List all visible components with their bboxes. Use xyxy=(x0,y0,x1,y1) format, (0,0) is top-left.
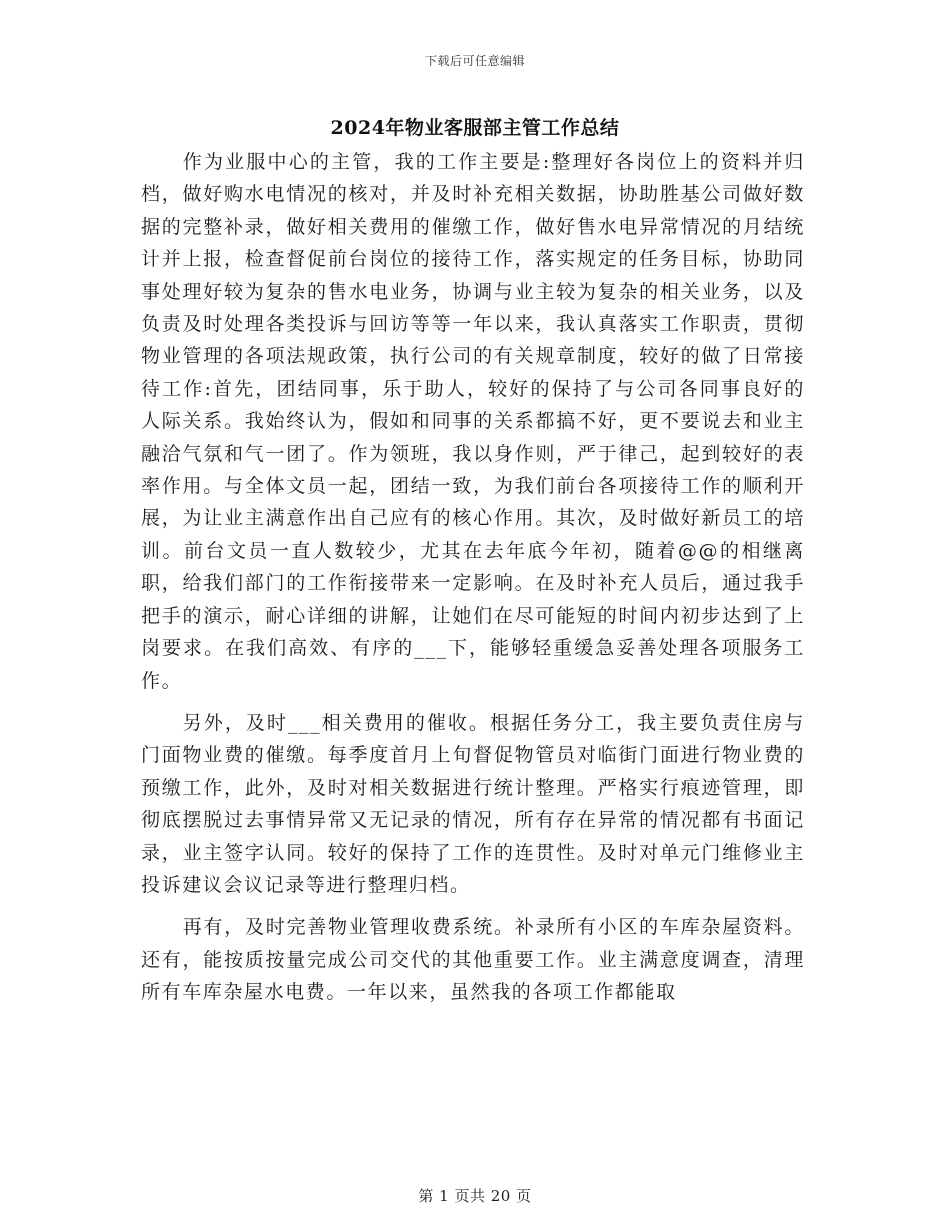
document-title: 2024年物业客服部主管工作总结 xyxy=(330,117,620,139)
paragraph: 作为业服中心的主管，我的工作主要是:整理好各岗位上的资料并归档，做好购水电情况的核对，并及时补充相关数据，协助胜基公司做好数据的完整补录，做好相关费用的催缴工作，做好售水电异常情况的月结统计并上报，检查督促前台岗位的接待工作，落实规定的任务目标，协助同事处理好较为复杂的售水电业务，协调与业主较为复杂的相关业务，以及负责及时处理各类投诉与回访等等一年以来，我认真落实工作职责，贯彻物业管理的各项法规政策，执行公司的有关规章制度，较好的做了日常接待工作:首先，团结同事，乐于助人，较好的保持了与公司各同事良好的人际关系。我始终认为，假如和同事的关系都搞不好，更不要说去和业主融洽气氛和气一团了。作为领班，我以身作则，严于律己，起到较好的表率作用。与全体文员一起，团结一致，为我们前台各项接待工作的顺利开展，为让业主满意作出自己应有的核心作用。其次，及时做好新员工的培训。前台文员一直人数较少，尤其在去年底今年初，随着@@的相继离职，给我们部门的工作衔接带来一定影响。在及时补充人员后，通过我手把手的演示，耐心详细的讲解，让她们在尽可能短的时间内初步达到了上岗要求。在我们高效、有序的___下，能够轻重缓急妥善处理各项服务工作。 xyxy=(141,151,805,692)
header-note: 下载后可任意编辑 xyxy=(424,54,525,68)
paragraph: 另外，及时___相关费用的催收。根据任务分工，我主要负责住房与门面物业费的催缴。每季度首月上旬督促物管员对临街门面进行物业费的预缴工作，此外，及时对相关数据进行统计整理。严格实行痕迹管理，即彻底摆脱过去事情异常又无记录的情况，所有存在异常的情况都有书面记录，业主签字认同。较好的保持了工作的连贯性。及时对单元门维修业主投诉建议会议记录等进行整理归档。 xyxy=(141,711,805,896)
paragraph: 再有，及时完善物业管理收费系统。补录所有小区的车库杂屋资料。还有，能按质按量完成公司交代的其他重要工作。业主满意度调查，清理所有车库杂屋水电费。一年以来，虽然我的各项工作都能取 xyxy=(141,916,805,1004)
page-number: 第 1 页共 20 页 xyxy=(418,1187,532,1205)
document-body xyxy=(141,146,805,1009)
